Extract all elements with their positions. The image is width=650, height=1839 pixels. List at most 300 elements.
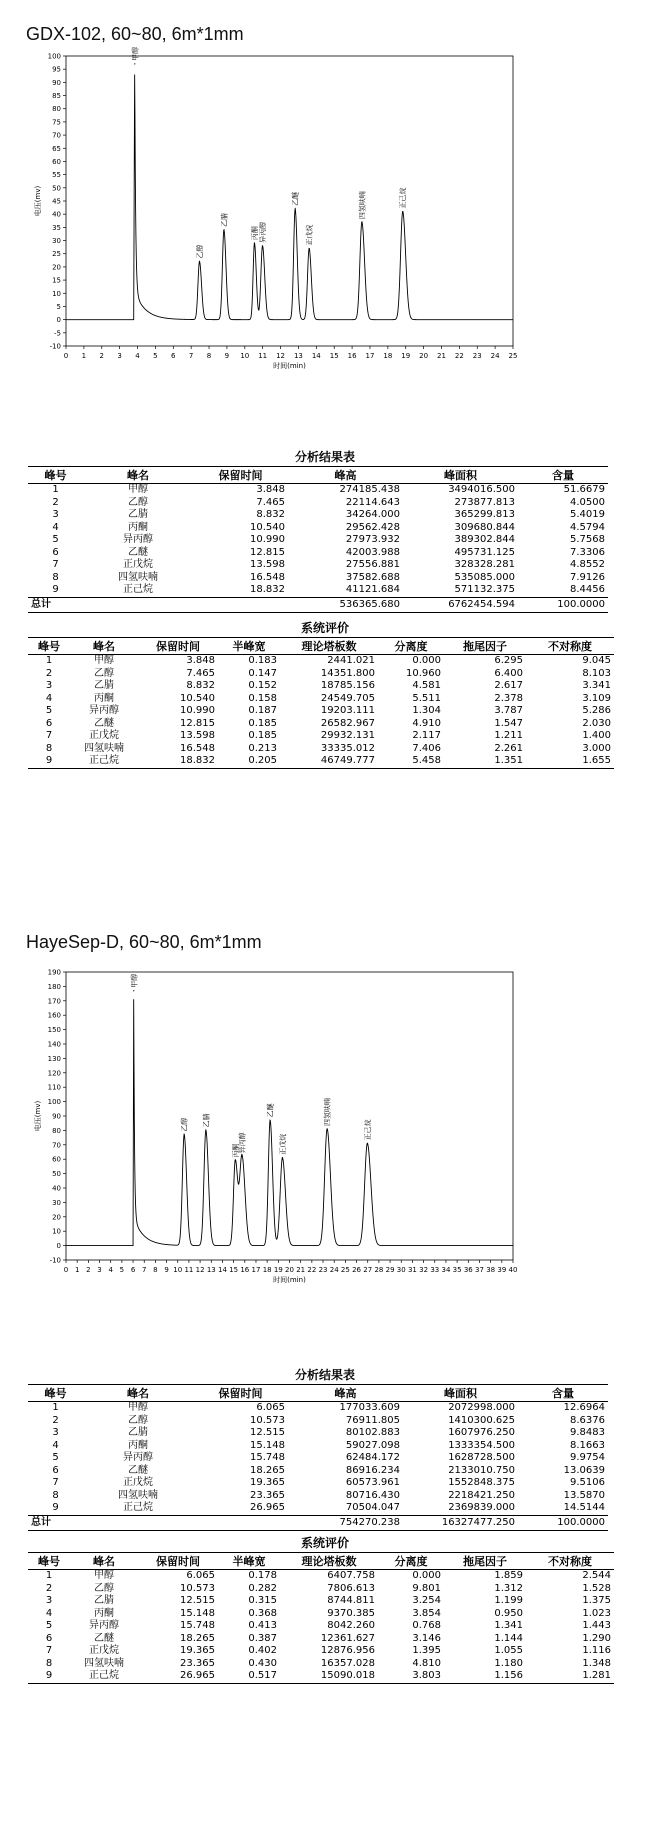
table-cell: 33335.012	[320, 742, 375, 754]
table-cell: 异丙醇	[89, 1620, 119, 1632]
peak-apex-marker	[282, 1157, 283, 1158]
x-axis-label: 时间(min)	[273, 362, 306, 370]
x-tick-label: 4	[108, 1266, 113, 1274]
table-cell: 正戊烷	[89, 730, 119, 742]
table-cell: 1.281	[526, 1670, 614, 1683]
table-cell: 0.517	[218, 1670, 280, 1683]
table-cell: 1552848.375	[448, 1477, 515, 1489]
y-tick-label: 80	[52, 1126, 61, 1135]
table-cell: 1.655	[526, 755, 614, 768]
section-title: GDX-102, 60~80, 6m*1mm	[26, 24, 244, 44]
table-cell: 4	[52, 1439, 59, 1451]
table-cell: 3.146	[412, 1632, 441, 1644]
y-tick-label: 50	[52, 184, 61, 193]
table-cell: 18.832	[138, 755, 218, 768]
table-row	[28, 1402, 608, 1415]
table-cell: 3	[45, 1595, 53, 1607]
peak-label: 乙醚	[266, 1103, 275, 1118]
table-cell: 5	[52, 1452, 59, 1464]
table-cell: 乙醚	[128, 546, 148, 558]
table-cell: 乙醚	[128, 1464, 148, 1476]
table-cell: 273877.813	[454, 496, 515, 508]
table-cell: 9.045	[582, 655, 611, 667]
table-cell: 1.023	[582, 1607, 611, 1619]
x-tick-label: 11	[258, 352, 268, 360]
table-cell: 3.848	[256, 484, 285, 496]
x-tick-label: 24	[490, 352, 500, 360]
x-tick-label: 17	[251, 1266, 261, 1274]
table-cell: 2.117	[412, 730, 441, 742]
table-row	[28, 743, 614, 756]
y-tick-label: 70	[52, 1141, 61, 1150]
peak-label: 丙酮	[250, 226, 259, 241]
y-tick-label: 45	[52, 197, 61, 206]
table-cell: 5.7568	[570, 534, 605, 546]
column-header: 峰高	[288, 467, 403, 484]
table-cell: 0.183	[248, 655, 277, 667]
table-cell: 274185.438	[339, 484, 400, 496]
table-cell: 2	[52, 1414, 59, 1426]
y-tick-label: 70	[52, 131, 61, 140]
table-cell: 12.6964	[563, 1402, 605, 1414]
table-cell: 乙醚	[94, 1632, 114, 1644]
table-cell: 3	[52, 509, 59, 521]
table-cell: 10.540	[250, 521, 285, 533]
table-cell: 0.315	[248, 1595, 277, 1607]
table-cell: 5.511	[412, 692, 441, 704]
table-cell: 0.213	[248, 742, 277, 754]
table-cell: 4	[52, 521, 59, 533]
table-cell: 1.290	[582, 1632, 611, 1644]
table-cell: 12.515	[250, 1427, 285, 1439]
table-cell: 丙酮	[94, 1607, 114, 1619]
table-cell: 4.810	[412, 1657, 441, 1669]
table-cell: 5	[45, 1620, 53, 1632]
x-tick-label: 19	[401, 352, 411, 360]
table-cell: 2.617	[494, 680, 523, 692]
table-cell: 1410300.625	[448, 1414, 515, 1426]
results-table	[28, 466, 608, 613]
peak-label: 甲醇	[131, 46, 140, 61]
x-tick-label: 27	[363, 1266, 373, 1274]
table-cell: 2.544	[582, 1570, 611, 1582]
x-tick-label: 10	[173, 1266, 183, 1274]
table-cell: 16357.028	[320, 1657, 375, 1669]
x-tick-label: 19	[273, 1266, 283, 1274]
table-cell: 0.950	[494, 1607, 523, 1619]
table-cell: 23.365	[250, 1489, 285, 1501]
y-tick-label: 40	[52, 1184, 61, 1193]
table-cell: 1.443	[582, 1620, 611, 1632]
total-label: 总计	[28, 597, 83, 612]
peak-label: 乙醚	[291, 191, 300, 206]
table-cell: 1.211	[494, 730, 523, 742]
table-cell: 乙腈	[128, 1427, 148, 1439]
table-cell: 1.341	[494, 1620, 523, 1632]
y-tick-label: 170	[47, 997, 61, 1006]
x-tick-label: 40	[508, 1266, 518, 1274]
table-cell: 正己烷	[70, 1670, 138, 1683]
peak-label: 正己烷	[363, 1119, 372, 1141]
peak-apex-marker	[295, 208, 296, 209]
table-cell: 16.548	[180, 742, 215, 754]
peak-apex-marker	[235, 1160, 236, 1161]
table-cell: 0.368	[248, 1607, 277, 1619]
table-cell: 26582.967	[320, 717, 375, 729]
table-cell: 5	[52, 534, 59, 546]
table-cell: 12361.627	[320, 1632, 375, 1644]
y-tick-label: 65	[52, 144, 61, 153]
x-tick-label: 0	[63, 1266, 69, 1274]
y-tick-label: 120	[47, 1069, 61, 1078]
table-cell: 4.5794	[570, 521, 605, 533]
table-cell: 0.152	[248, 680, 277, 692]
table-cell: 60573.961	[345, 1477, 400, 1489]
y-tick-label: 90	[52, 1112, 61, 1121]
table-cell: 18.265	[250, 1464, 285, 1476]
table-cell: 正戊烷	[123, 1477, 153, 1489]
chromatogram-chart	[0, 40, 650, 440]
table-cell: 3	[45, 680, 53, 692]
x-tick-label: 30	[396, 1266, 406, 1274]
table-cell: 27973.932	[345, 534, 400, 546]
table-cell: 10.573	[180, 1582, 215, 1594]
y-axis-label: 电压(mv)	[34, 1100, 42, 1132]
peak-label: 正己烷	[399, 187, 408, 209]
table-cell: 80716.430	[345, 1489, 400, 1501]
x-tick-label: 0	[63, 352, 69, 360]
column-header: 峰名	[83, 467, 193, 484]
table-cell: 571132.375	[403, 584, 518, 597]
table-cell: 7	[52, 559, 59, 571]
table-cell: 1.144	[494, 1632, 523, 1644]
table-cell: 8.4456	[518, 584, 608, 597]
y-tick-label: 0	[56, 1242, 61, 1251]
x-tick-label: 22	[454, 352, 464, 360]
x-tick-label: 13	[293, 352, 303, 360]
column-header: 峰号	[28, 1553, 70, 1570]
table-cell: 0.387	[248, 1632, 277, 1644]
table-cell: 乙醚	[94, 717, 114, 729]
column-header: 峰面积	[403, 467, 518, 484]
x-tick-label: 20	[419, 352, 429, 360]
table-cell: 2.378	[494, 692, 523, 704]
table-cell: 1	[52, 1402, 59, 1414]
table-cell: 8	[52, 571, 59, 583]
x-tick-label: 39	[497, 1266, 507, 1274]
table-cell: 15.748	[250, 1452, 285, 1464]
table-row	[28, 693, 614, 706]
table-cell: 6	[52, 546, 59, 558]
table-cell: 389302.844	[454, 534, 515, 546]
peak-label: 正戊烷	[305, 224, 314, 246]
table-cell: 四氢呋喃	[118, 1489, 158, 1501]
table-cell: 1.859	[494, 1570, 523, 1582]
chromatogram-chart	[0, 952, 650, 1360]
table-cell: 四氢呋喃	[84, 1657, 124, 1669]
table-cell: 6.065	[186, 1570, 215, 1582]
y-tick-label: 90	[52, 78, 61, 87]
y-tick-label: 100	[47, 1098, 61, 1107]
x-axis-label: 时间(min)	[273, 1276, 306, 1284]
table-cell: 0.158	[248, 692, 277, 704]
table-cell: 6407.758	[327, 1570, 375, 1582]
table-cell: 丙酮	[128, 521, 148, 533]
table-cell: 6.400	[494, 667, 523, 679]
x-tick-label: 6	[171, 352, 176, 360]
column-header: 峰名	[83, 1385, 193, 1402]
table-cell: 10.990	[250, 534, 285, 546]
table-cell: 7.3306	[570, 546, 605, 558]
x-tick-label: 9	[164, 1266, 169, 1274]
x-tick-label: 26	[352, 1266, 362, 1274]
table-cell: 1.528	[582, 1582, 611, 1594]
peak-apex-marker	[205, 1130, 206, 1131]
table-cell: 0.430	[248, 1657, 277, 1669]
x-tick-label: 10	[240, 352, 250, 360]
peak-apex-marker	[361, 221, 362, 222]
table-cell: 2072998.000	[448, 1402, 515, 1414]
y-tick-label: 40	[52, 210, 61, 219]
table-cell: 29562.428	[345, 521, 400, 533]
table-cell: 51.6679	[563, 484, 605, 496]
table-cell: 3.109	[582, 692, 611, 704]
table-row	[28, 705, 614, 718]
table-cell: 0.000	[412, 655, 441, 667]
table-row	[28, 1502, 608, 1515]
x-tick-label: 11	[184, 1266, 194, 1274]
column-header: 含量	[518, 1385, 608, 1402]
table-cell: 13.598	[180, 730, 215, 742]
table-cell: 26.965	[193, 1502, 288, 1515]
table-cell: 18.265	[180, 1632, 215, 1644]
table-cell: 9.8483	[570, 1427, 605, 1439]
peak-label: 乙腈	[202, 1113, 211, 1128]
table-cell: 4.8552	[570, 559, 605, 571]
x-tick-label: 5	[119, 1266, 125, 1274]
table-row	[28, 718, 614, 731]
table-cell: 15.148	[180, 1607, 215, 1619]
table-cell: 3.341	[582, 680, 611, 692]
table-cell: 正戊烷	[123, 559, 153, 571]
y-tick-label: 5	[56, 302, 61, 311]
table-cell: 2441.021	[327, 655, 375, 667]
table-row	[28, 1415, 608, 1428]
table-cell: 365299.813	[454, 509, 515, 521]
table-cell: 甲醇	[128, 1402, 148, 1414]
table-cell: 59027.098	[345, 1439, 400, 1451]
total-content: 100.0000	[518, 1515, 608, 1530]
plot-frame	[66, 56, 513, 346]
table-cell: 13.598	[250, 559, 285, 571]
table-cell: 1	[45, 655, 53, 667]
column-header: 分离度	[378, 1553, 444, 1570]
x-tick-label: 38	[486, 1266, 496, 1274]
table-cell: 6	[45, 1632, 53, 1644]
x-tick-label: 18	[262, 1266, 272, 1274]
x-tick-label: 25	[340, 1266, 350, 1274]
x-tick-label: 1	[74, 1266, 80, 1274]
table-cell: 1.547	[494, 717, 523, 729]
table-cell: 34264.000	[345, 509, 400, 521]
table-cell: 10.573	[250, 1414, 285, 1426]
y-tick-label: 100	[47, 52, 61, 61]
table-row	[28, 1583, 614, 1596]
table-cell: 1.375	[582, 1595, 611, 1607]
x-tick-label: 16	[240, 1266, 250, 1274]
table-cell: 乙醇	[128, 496, 148, 508]
table-cell: 丙酮	[128, 1439, 148, 1451]
table-cell: 3.000	[582, 742, 611, 754]
table-row	[28, 680, 614, 693]
column-header: 峰名	[70, 1553, 138, 1570]
y-tick-label: 110	[47, 1083, 61, 1092]
x-tick-label: 12	[195, 1266, 205, 1274]
x-tick-label: 8	[206, 352, 212, 360]
y-tick-label: 60	[52, 1155, 61, 1164]
peak-apex-marker	[223, 229, 224, 230]
x-tick-label: 35	[452, 1266, 462, 1274]
results-caption: 分析结果表	[294, 450, 355, 464]
table-cell: 0.178	[248, 1570, 277, 1582]
table-row	[28, 668, 614, 681]
table-row	[28, 655, 614, 668]
x-tick-label: 1	[81, 352, 87, 360]
table-cell: 9.801	[412, 1582, 441, 1594]
x-tick-label: 9	[224, 352, 230, 360]
table-cell: 86916.234	[345, 1464, 400, 1476]
table-cell: 甲醇	[94, 655, 114, 667]
y-tick-label: 30	[52, 1198, 61, 1207]
y-tick-label: 190	[47, 968, 61, 977]
table-cell: 9370.385	[327, 1607, 375, 1619]
peak-label: 乙醇	[180, 1117, 189, 1132]
table-cell: 309680.844	[454, 521, 515, 533]
x-tick-label: 2	[99, 352, 104, 360]
column-header: 分离度	[378, 638, 444, 655]
column-header: 半峰宽	[218, 1553, 280, 1570]
table-cell: 5.286	[582, 705, 611, 717]
table-cell: 3	[52, 1427, 59, 1439]
table-cell: 正己烷	[70, 755, 138, 768]
table-cell: 2133010.750	[448, 1464, 515, 1476]
table-cell: 2218421.250	[448, 1489, 515, 1501]
table-cell: 0.413	[248, 1620, 277, 1632]
table-cell: 7	[45, 730, 53, 742]
y-tick-label: 130	[47, 1054, 61, 1063]
table-cell: 甲醇	[94, 1570, 114, 1582]
table-cell: 15090.018	[280, 1670, 378, 1683]
column-header: 峰号	[28, 467, 83, 484]
table-cell: 正己烷	[83, 1502, 193, 1515]
x-tick-label: 13	[206, 1266, 216, 1274]
table-cell: 16.548	[250, 571, 285, 583]
y-axis-label: 电压(mv)	[34, 185, 42, 217]
table-cell: 四氢呋喃	[84, 742, 124, 754]
table-cell: 0.768	[412, 1620, 441, 1632]
x-tick-label: 23	[472, 352, 482, 360]
table-row	[28, 1658, 614, 1671]
table-cell: 1333354.500	[448, 1439, 515, 1451]
table-row	[28, 1477, 608, 1490]
column-header: 不对称度	[526, 1553, 614, 1570]
table-cell: 12.815	[180, 717, 215, 729]
column-header: 保留时间	[193, 467, 288, 484]
peak-apex-marker	[199, 261, 200, 262]
column-header: 拖尾因子	[444, 638, 526, 655]
table-cell: 8	[45, 742, 53, 754]
table-cell: 8	[45, 1657, 53, 1669]
y-tick-label: 75	[52, 118, 61, 127]
peak-apex-marker	[241, 1156, 242, 1157]
table-cell: 23.365	[180, 1657, 215, 1669]
x-tick-label: 32	[419, 1266, 429, 1274]
table-cell: 5.4019	[570, 509, 605, 521]
peak-apex-marker	[270, 1120, 271, 1121]
x-tick-label: 23	[318, 1266, 328, 1274]
table-cell: 1.351	[444, 755, 526, 768]
evaluation-caption: 系统评价	[300, 1536, 349, 1550]
table-cell: 7	[52, 1477, 59, 1489]
table-cell: 7.465	[256, 496, 285, 508]
table-cell: 8	[52, 1489, 59, 1501]
table-cell: 13.5870	[563, 1489, 605, 1501]
table-cell: 42003.988	[345, 546, 400, 558]
table-cell: 1.348	[582, 1657, 611, 1669]
table-cell: 2	[45, 667, 53, 679]
table-cell: 1.180	[494, 1657, 523, 1669]
peak-apex-marker	[309, 248, 310, 249]
table-cell: 1.116	[582, 1645, 611, 1657]
column-header: 峰面积	[403, 1385, 518, 1402]
table-cell: 5.458	[378, 755, 444, 768]
table-cell: 乙醇	[94, 1582, 114, 1594]
table-row	[28, 522, 608, 535]
table-cell: 6	[52, 1464, 59, 1476]
column-header: 峰名	[70, 638, 138, 655]
column-header: 理论塔板数	[280, 1553, 378, 1570]
peak-label: 乙醇	[195, 244, 204, 259]
table-cell: 3.848	[186, 655, 215, 667]
table-cell: 异丙醇	[123, 534, 153, 546]
table-cell: 177033.609	[339, 1402, 400, 1414]
evaluation-caption: 系统评价	[300, 621, 349, 635]
table-cell: 0.402	[248, 1645, 277, 1657]
table-cell: 2369839.000	[403, 1502, 518, 1515]
table-cell: 22114.643	[345, 496, 400, 508]
table-cell: 0.000	[412, 1570, 441, 1582]
table-row	[28, 1452, 608, 1465]
column-header: 峰号	[28, 1385, 83, 1402]
table-cell: 37582.688	[345, 571, 400, 583]
total-area: 16327477.250	[403, 1515, 518, 1530]
table-row	[28, 1670, 614, 1683]
total-content: 100.0000	[518, 597, 608, 612]
table-cell: 7	[45, 1645, 53, 1657]
table-cell: 乙醇	[94, 667, 114, 679]
table-cell: 6.295	[494, 655, 523, 667]
table-cell: 8.1663	[570, 1439, 605, 1451]
table-cell: 乙腈	[128, 509, 148, 521]
column-header: 拖尾因子	[444, 1553, 526, 1570]
table-cell: 328328.281	[454, 559, 515, 571]
table-cell: 27556.881	[345, 559, 400, 571]
table-row	[28, 1427, 608, 1440]
x-tick-label: 21	[296, 1266, 306, 1274]
y-tick-label: 30	[52, 237, 61, 246]
x-tick-label: 4	[135, 352, 140, 360]
table-cell: 1	[52, 484, 59, 496]
